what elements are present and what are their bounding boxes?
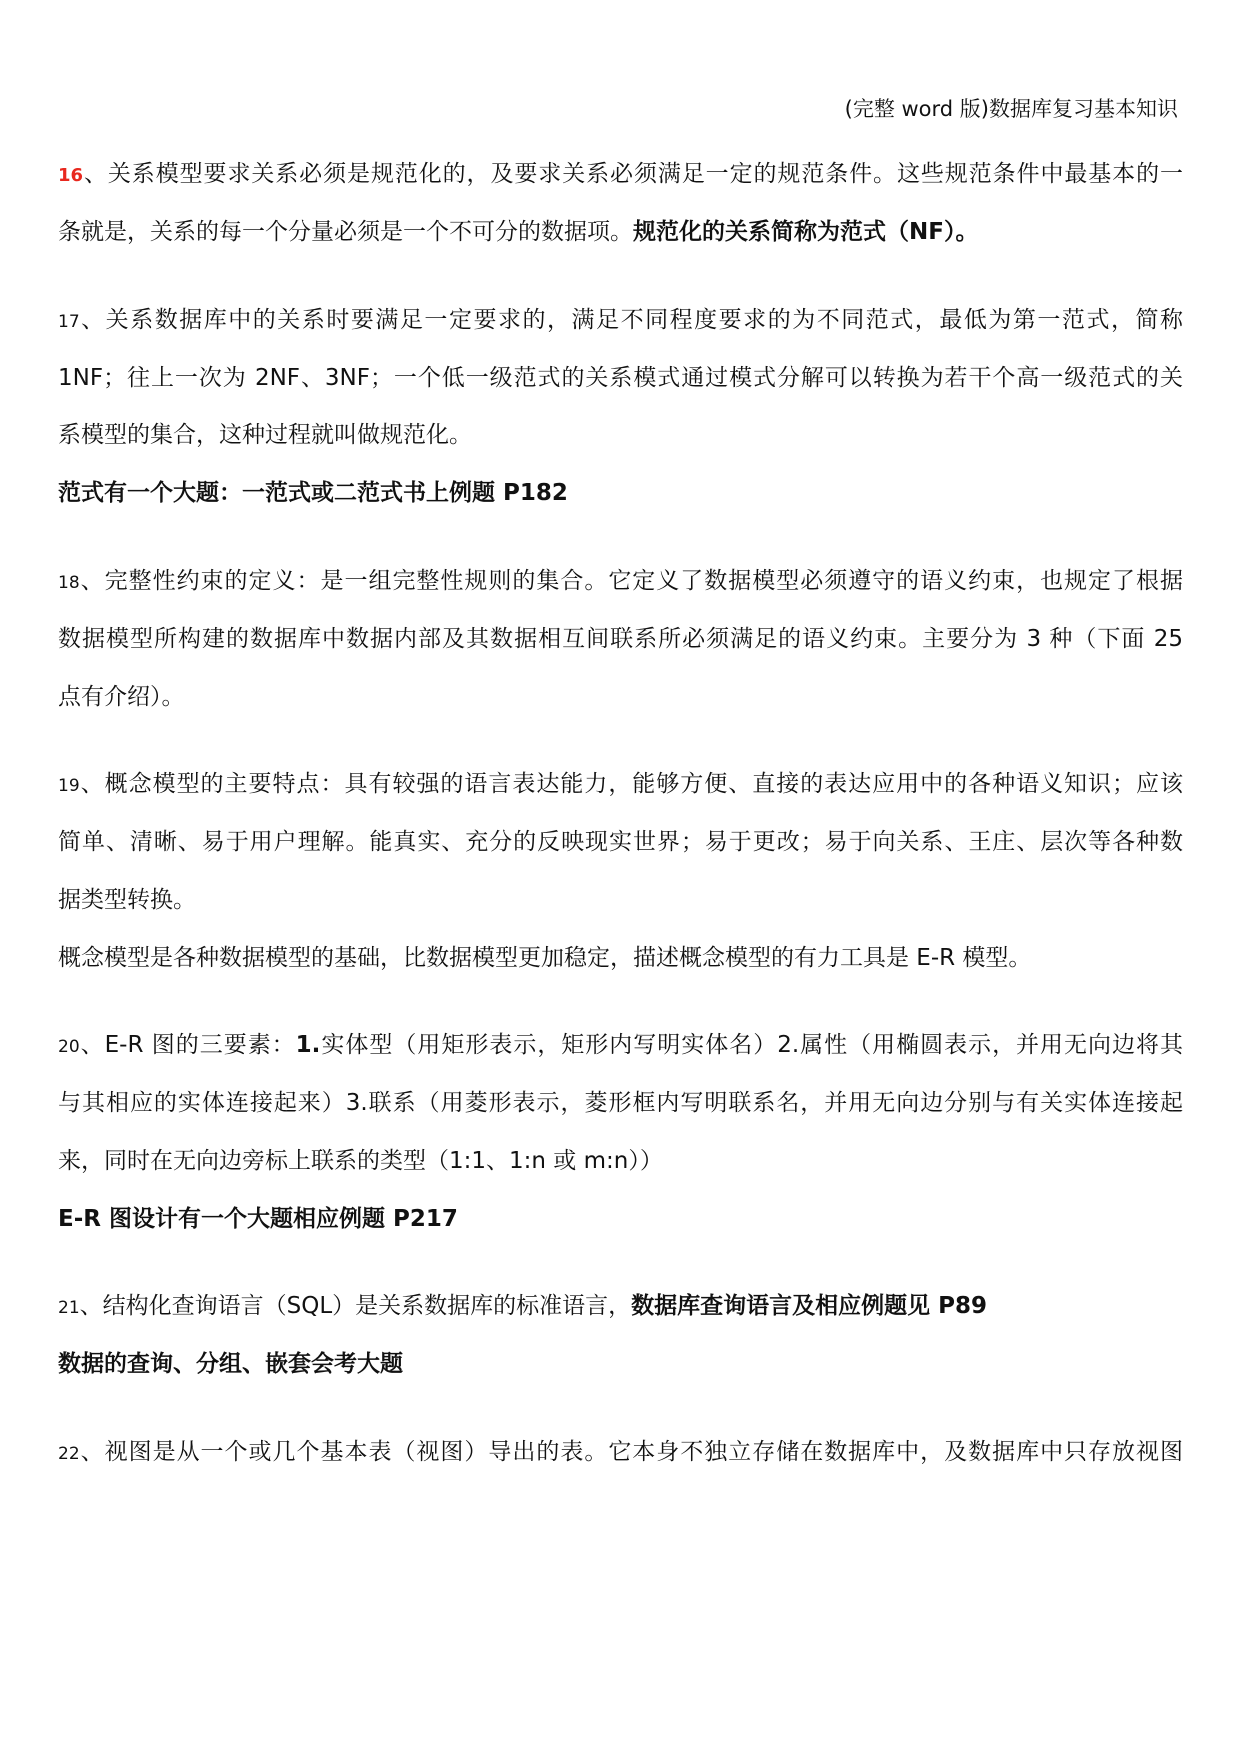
paragraph-text: 、关系数据库中的关系时要满足一定要求的，满足不同程度要求的为不同范式，最低为第一范式，简称 <box>79 307 1183 333</box>
paragraph-text: 、完整性约束的定义：是一组完整性规则的集合。它定义了数据模型必须遵守的语义约束，也规定了根据 <box>79 568 1183 594</box>
paragraph-19-line-3: 据类型转换。 <box>58 887 196 913</box>
paragraph-text: 条就是，关系的每一个分量必须是一个不可分的数据项。 <box>58 219 633 245</box>
paragraph-20-line-3: 来，同时在无向边旁标上联系的类型（1:1、1:n 或 m:n）） <box>58 1148 663 1174</box>
item-number-22: 22 <box>58 1444 80 1464</box>
paragraph-16-line-1 <box>58 158 1183 192</box>
item-number-18: 18 <box>58 573 80 593</box>
paragraph-22-line-1 <box>58 1436 1183 1470</box>
page-header-title: (完整 word 版)数据库复习基本知识 <box>844 97 1178 121</box>
paragraph-18-line-1 <box>58 565 1183 599</box>
paragraph-text: 、概念模型的主要特点：具有较强的语言表达能力，能够方便、直接的表达应用中的各种语义知识；应该 <box>79 771 1183 797</box>
paragraph-19-line-4: 概念模型是各种数据模型的基础，比数据模型更加稳定，描述概念模型的有力工具是 E-R 模型。 <box>58 945 1032 971</box>
paragraph-18-line-2: 数据模型所构建的数据库中数据内部及其数据相互间联系所必须满足的语义约束。主要分为 3 种（下面 25 <box>58 626 1183 652</box>
item-number-21: 21 <box>58 1298 80 1318</box>
paragraph-16-line-2 <box>58 216 978 248</box>
paragraph-18-line-3: 点有介绍）。 <box>58 684 185 710</box>
bold-text: 1. <box>295 1032 321 1058</box>
bold-text: 数据库查询语言及相应例题见 P89 <box>631 1293 988 1319</box>
paragraph-20-line-1 <box>58 1029 1183 1063</box>
paragraph-19-line-2: 简单、清晰、易于用户理解。能真实、充分的反映现实世界；易于更改；易于向关系、王庄、层次等各种数 <box>58 829 1183 855</box>
paragraph-17-line-3: 系模型的集合，这种过程就叫做规范化。 <box>58 422 472 448</box>
paragraph-21-line-1 <box>58 1290 987 1324</box>
paragraph-text: 、关系模型要求关系必须是规范化的，及要求关系必须满足一定的规范条件。这些规范条件中最基本的一 <box>83 161 1183 187</box>
paragraph-17-line-1 <box>58 304 1183 338</box>
paragraph-text: 、结构化查询语言（SQL）是关系数据库的标准语言， <box>79 1293 632 1319</box>
paragraph-17-line-2: 1NF；往上一次为 2NF、3NF；一个低一级范式的关系模式通过模式分解可以转换为若干个高一级范式的关 <box>58 365 1183 391</box>
heading-normal-form-exercise: 范式有一个大题：一范式或二范式书上例题 P182 <box>58 480 568 506</box>
heading-query-exercise: 数据的查询、分组、嵌套会考大题 <box>58 1351 403 1377</box>
item-number-19: 19 <box>58 776 80 796</box>
bold-text: 规范化的关系简称为范式（NF）。 <box>633 219 979 245</box>
paragraph-19-line-1 <box>58 768 1183 802</box>
heading-er-diagram-exercise: E-R 图设计有一个大题相应例题 P217 <box>58 1206 458 1232</box>
paragraph-text: 、E-R 图的三要素： <box>79 1032 296 1058</box>
item-number-20: 20 <box>58 1037 80 1057</box>
paragraph-text: 实体型（用矩形表示，矩形内写明实体名）2.属性（用椭圆表示，并用无向边将其 <box>320 1032 1183 1058</box>
paragraph-20-line-2: 与其相应的实体连接起来）3.联系（用菱形表示，菱形框内写明联系名，并用无向边分别与有关实体连接起 <box>58 1090 1183 1116</box>
item-number-17: 17 <box>58 312 80 332</box>
item-number-16: 16 <box>58 165 84 186</box>
paragraph-text: 、视图是从一个或几个基本表（视图）导出的表。它本身不独立存储在数据库中，及数据库中只存放视图 <box>79 1439 1183 1465</box>
